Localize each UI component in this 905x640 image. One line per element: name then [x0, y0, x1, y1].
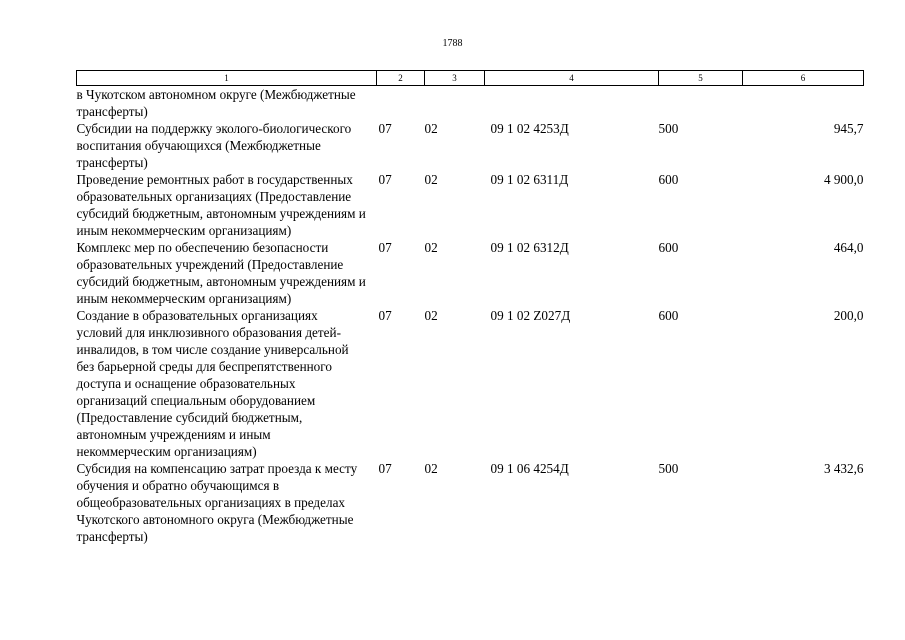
row-subsection: 02 — [424, 308, 438, 323]
row-subsection: 02 — [424, 172, 438, 187]
header-row — [77, 71, 864, 86]
table-row — [77, 307, 864, 460]
row-name: Проведение ремонтных работ в государственных образовательных организациях (Предоставление субсидий бюджетным, автономным учреждениям и иным некоммерческим организациям) — [76, 172, 366, 238]
header-col-4: 4 — [485, 71, 659, 86]
row-section: 07 — [378, 240, 392, 255]
row-sum: 945,7 — [833, 121, 864, 136]
row-code — [485, 86, 659, 121]
row-name: Субсидии на поддержку эколого-биологического воспитания обучающихся (Межбюджетные трансферты) — [76, 121, 352, 170]
table-body — [77, 86, 864, 546]
row-sum: 464,0 — [833, 240, 864, 255]
row-code: 09 1 02 6311Д — [490, 172, 569, 187]
row-code: 09 1 02 Z027Д — [490, 308, 571, 323]
row-sum: 200,0 — [833, 308, 864, 323]
row-type: 500 — [658, 121, 679, 136]
header-col-1: 1 — [77, 71, 377, 86]
row-subsection: 02 — [424, 240, 438, 255]
header-col-5: 5 — [659, 71, 743, 86]
header-col-2: 2 — [377, 71, 425, 86]
table-row — [77, 460, 864, 545]
header-col-6: 6 — [743, 71, 864, 86]
row-name: Создание в образовательных организациях условий для инклюзивного образования детей-инвалидов, в том числе создание универсальной без барьерной среды для беспрепятственного доступа и оснащение образовательных организаций специальным оборудованием (Предоставление субсидий бюджетным, автономным учреждениям и иным некоммерческим организациям) — [76, 308, 349, 459]
table-header — [77, 71, 864, 86]
table-row — [77, 239, 864, 307]
row-name: Комплекс мер по обеспечению безопасности образовательных учреждений (Предоставление субсидий бюджетным, автономным учреждениям и иным некоммерческим организациям) — [76, 240, 366, 306]
row-type — [659, 86, 743, 121]
row-sum — [743, 86, 864, 121]
table-row — [77, 86, 864, 121]
table-row — [77, 171, 864, 239]
row-code: 09 1 02 4253Д — [490, 121, 569, 136]
row-name: в Чукотском автономном округе (Межбюджетные трансферты) — [76, 87, 356, 119]
page-number: 1788 — [442, 38, 463, 49]
budget-table — [76, 70, 864, 545]
row-sum: 3 432,6 — [823, 461, 864, 476]
row-subsection: 02 — [424, 121, 438, 136]
row-section — [377, 86, 425, 121]
row-type: 600 — [658, 172, 679, 187]
row-code: 09 1 06 4254Д — [490, 461, 569, 476]
header-col-3: 3 — [425, 71, 485, 86]
row-section: 07 — [378, 461, 392, 476]
row-subsection: 02 — [424, 461, 438, 476]
row-type: 600 — [658, 308, 679, 323]
row-subsection — [425, 86, 485, 121]
row-type: 500 — [658, 461, 679, 476]
table-row — [77, 120, 864, 171]
row-section: 07 — [378, 308, 392, 323]
row-type: 600 — [658, 240, 679, 255]
row-section: 07 — [378, 121, 392, 136]
row-section: 07 — [378, 172, 392, 187]
row-sum: 4 900,0 — [823, 172, 864, 187]
row-name: Субсидия на компенсацию затрат проезда к месту обучения и обратно обучающимся в общеобразовательных организациях в пределах Чукотского автономного округа (Межбюджетные трансферты) — [76, 461, 358, 544]
row-code: 09 1 02 6312Д — [490, 240, 569, 255]
